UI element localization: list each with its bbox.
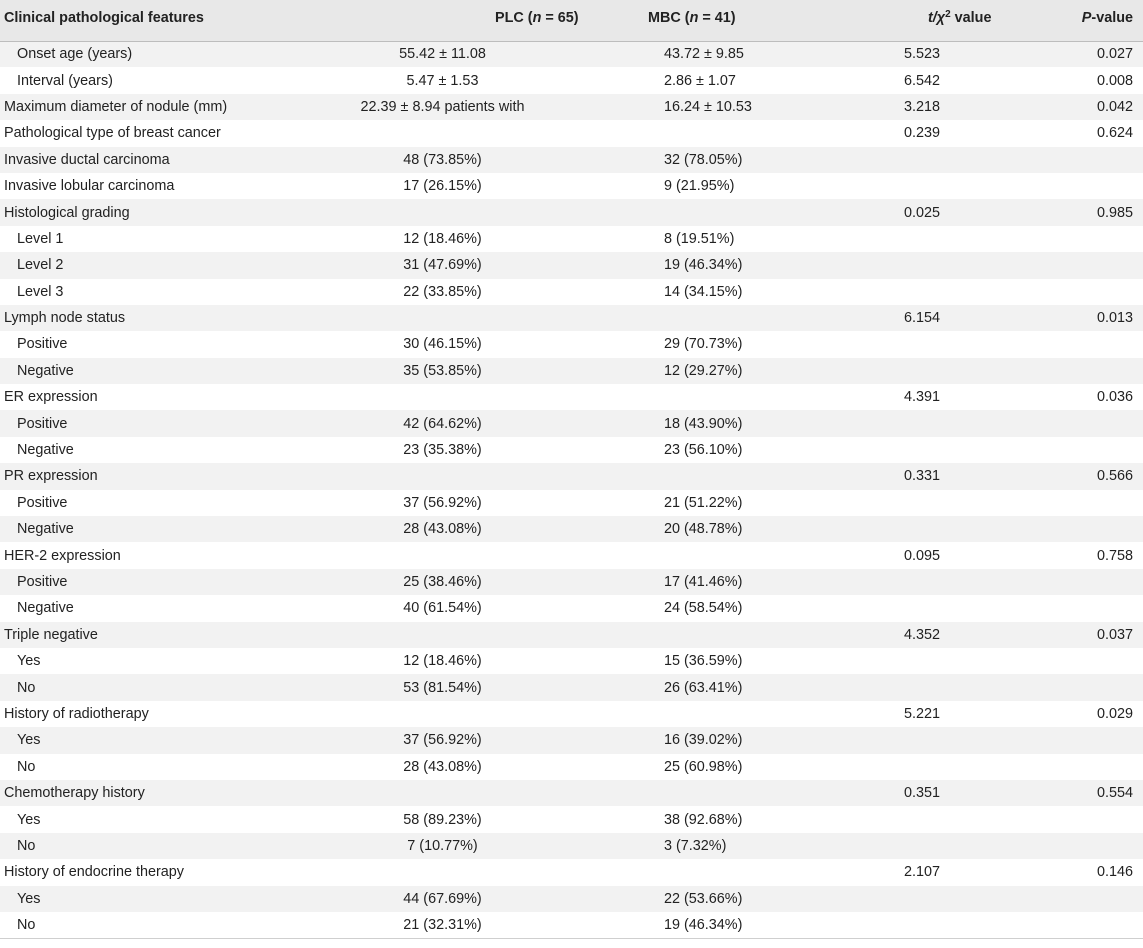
cell-pvalue — [1039, 410, 1143, 436]
cell-plc: 7 (10.77%) — [407, 837, 478, 854]
cell-plc: 40 (61.54%) — [403, 600, 482, 617]
cell-mbc: 43.72 ± 9.85 — [664, 46, 744, 63]
cell-plc — [335, 780, 635, 806]
cell-pvalue — [1039, 252, 1143, 278]
cell-plc: 12 (18.46%) — [403, 230, 482, 247]
cell-pvalue — [1039, 833, 1143, 859]
cell-pvalue — [1039, 490, 1143, 516]
cell-mbc: 38 (92.68%) — [664, 811, 743, 828]
cell-statistic — [815, 437, 1039, 463]
table-row — [0, 886, 1143, 912]
cell-plc: 42 (64.62%) — [403, 415, 482, 432]
cell-pvalue — [1039, 331, 1143, 357]
row-label: Yes — [17, 653, 41, 670]
table-row — [0, 648, 1143, 674]
cell-pvalue — [1039, 226, 1143, 252]
cell-pvalue — [1039, 727, 1143, 753]
cell-statistic: 0.095 — [904, 547, 941, 564]
table-row — [0, 674, 1143, 700]
row-label: Invasive ductal carcinoma — [4, 151, 170, 168]
table-row — [0, 199, 1143, 225]
cell-statistic — [815, 674, 1039, 700]
cell-pvalue — [1039, 674, 1143, 700]
cell-pvalue — [1039, 437, 1143, 463]
row-label: History of radiotherapy — [4, 705, 149, 722]
cell-plc: 48 (73.85%) — [403, 151, 482, 168]
header-plc-n: n — [532, 10, 542, 27]
cell-statistic: 5.523 — [904, 46, 941, 63]
cell-mbc: 16.24 ± 10.53 — [664, 98, 752, 115]
table-row — [0, 806, 1143, 832]
cell-mbc — [635, 622, 815, 648]
cell-pvalue: 0.146 — [1096, 864, 1133, 881]
cell-pvalue: 0.985 — [1096, 204, 1133, 221]
cell-mbc: 16 (39.02%) — [664, 732, 743, 749]
table-row — [0, 701, 1143, 727]
cell-mbc: 18 (43.90%) — [664, 415, 743, 432]
cell-statistic: 4.352 — [904, 626, 941, 643]
cell-plc — [335, 384, 635, 410]
row-label: HER-2 expression — [4, 547, 121, 564]
cell-plc — [335, 542, 635, 568]
header-feature — [0, 0, 335, 41]
cell-mbc: 22 (53.66%) — [664, 890, 743, 907]
cell-plc: 31 (47.69%) — [403, 257, 482, 274]
cell-plc: 23 (35.38%) — [403, 442, 482, 459]
header-mbc-suffix: = 41) — [698, 10, 736, 27]
cell-statistic — [815, 147, 1039, 173]
cell-pvalue: 0.624 — [1096, 125, 1133, 142]
cell-plc: 53 (81.54%) — [403, 679, 482, 696]
table-row — [0, 569, 1143, 595]
table-row — [0, 516, 1143, 542]
table-row — [0, 463, 1143, 489]
cell-plc — [335, 463, 635, 489]
cell-mbc — [635, 199, 815, 225]
cell-pvalue — [1039, 648, 1143, 674]
cell-mbc — [635, 701, 815, 727]
cell-pvalue: 0.566 — [1096, 468, 1133, 485]
cell-plc: 58 (89.23%) — [403, 811, 482, 828]
table-row — [0, 833, 1143, 859]
cell-statistic — [815, 410, 1039, 436]
header-stat-chi: /χ — [932, 10, 946, 27]
cell-mbc — [635, 542, 815, 568]
header-mbc-n: n — [689, 10, 699, 27]
cell-statistic — [815, 886, 1039, 912]
cell-pvalue — [1039, 912, 1143, 938]
header-stat-sup: 2 — [945, 9, 951, 21]
row-label: No — [0, 912, 335, 938]
row-label: ER expression — [4, 389, 98, 406]
cell-pvalue — [1039, 516, 1143, 542]
cell-plc: 22.39 ± 8.94 patients with — [360, 98, 525, 115]
cell-mbc — [635, 305, 815, 331]
table-row — [0, 41, 1143, 67]
cell-mbc: 3 (7.32%) — [664, 837, 727, 854]
row-label: Triple negative — [4, 626, 98, 643]
header-row — [0, 0, 1143, 41]
table-row — [0, 279, 1143, 305]
cell-mbc: 8 (19.51%) — [664, 230, 735, 247]
cell-pvalue — [1039, 279, 1143, 305]
row-label: Yes — [17, 890, 41, 907]
cell-statistic — [815, 516, 1039, 542]
row-label: Level 3 — [17, 283, 64, 300]
cell-plc — [335, 199, 635, 225]
row-label: Maximum diameter of nodule (mm) — [4, 98, 228, 115]
header-mbc — [635, 0, 815, 41]
header-plc — [335, 0, 635, 41]
table-row — [0, 226, 1143, 252]
table-row — [0, 410, 1143, 436]
table-row — [0, 384, 1143, 410]
table-row — [0, 437, 1143, 463]
cell-pvalue — [1039, 595, 1143, 621]
table-row — [0, 331, 1143, 357]
cell-statistic — [815, 358, 1039, 384]
row-label: No — [17, 758, 36, 775]
cell-plc — [335, 622, 635, 648]
cell-pvalue — [1039, 173, 1143, 199]
cell-plc: 28 (43.08%) — [403, 758, 482, 775]
cell-mbc: 24 (58.54%) — [664, 600, 743, 617]
row-label: Negative — [17, 600, 74, 617]
row-label: Positive — [17, 494, 68, 511]
cell-pvalue: 0.013 — [1096, 310, 1133, 327]
cell-statistic: 6.154 — [904, 310, 941, 327]
cell-statistic: 0.351 — [904, 785, 941, 802]
cell-pvalue — [1039, 886, 1143, 912]
cell-statistic: 3.218 — [904, 98, 941, 115]
row-label: Negative — [17, 442, 74, 459]
table-row — [0, 859, 1143, 885]
cell-statistic — [815, 279, 1039, 305]
cell-mbc: 21 (51.22%) — [664, 494, 743, 511]
cell-mbc: 19 (46.34%) — [635, 912, 815, 938]
row-label: Level 2 — [17, 257, 64, 274]
cell-pvalue: 0.027 — [1096, 46, 1133, 63]
table-row — [0, 542, 1143, 568]
cell-plc: 17 (26.15%) — [403, 178, 482, 195]
row-label: Chemotherapy history — [4, 785, 145, 802]
table-row — [0, 490, 1143, 516]
cell-statistic: 0.025 — [904, 204, 941, 221]
table-row — [0, 622, 1143, 648]
cell-pvalue — [1039, 569, 1143, 595]
table-body — [0, 41, 1143, 938]
table-row — [0, 780, 1143, 806]
cell-statistic — [815, 648, 1039, 674]
cell-mbc: 20 (48.78%) — [664, 521, 743, 538]
cell-statistic: 5.221 — [904, 705, 941, 722]
cell-statistic — [815, 912, 1039, 938]
cell-plc: 35 (53.85%) — [403, 362, 482, 379]
row-label: Lymph node status — [4, 310, 126, 327]
cell-plc: 28 (43.08%) — [403, 521, 482, 538]
table-row — [0, 173, 1143, 199]
row-label: Negative — [17, 362, 74, 379]
row-label: No — [17, 679, 36, 696]
cell-mbc: 26 (63.41%) — [664, 679, 743, 696]
cell-pvalue: 0.042 — [1096, 98, 1133, 115]
cell-plc: 25 (38.46%) — [403, 574, 482, 590]
cell-mbc — [635, 463, 815, 489]
cell-mbc — [635, 780, 815, 806]
cell-plc — [335, 120, 635, 146]
cell-statistic — [815, 331, 1039, 357]
header-plc-prefix: PLC ( — [495, 10, 533, 27]
cell-mbc: 15 (36.59%) — [664, 653, 743, 670]
header-pvalue — [1039, 0, 1143, 41]
header-feature-text: Clinical pathological features — [4, 10, 204, 27]
cell-mbc — [635, 859, 815, 885]
cell-pvalue: 0.554 — [1096, 785, 1133, 802]
header-stat-t: t — [928, 10, 933, 27]
table-row — [0, 94, 1143, 120]
table-row — [0, 754, 1143, 780]
table-row — [0, 252, 1143, 278]
cell-mbc — [635, 120, 815, 146]
cell-mbc: 23 (56.10%) — [664, 442, 743, 459]
cell-pvalue: 0.036 — [1096, 389, 1133, 406]
cell-statistic — [815, 833, 1039, 859]
cell-pvalue: 0.008 — [1096, 72, 1133, 89]
cell-statistic: 0.331 — [904, 468, 941, 485]
cell-pvalue: 0.758 — [1096, 547, 1133, 564]
table-row — [0, 305, 1143, 331]
table-row — [0, 120, 1143, 146]
row-label: PR expression — [4, 468, 98, 485]
row-label: Positive — [17, 574, 68, 590]
cell-plc: 55.42 ± 11.08 — [399, 46, 486, 63]
cell-mbc: 32 (78.05%) — [664, 151, 743, 168]
table-header — [0, 0, 1143, 41]
cell-pvalue — [1039, 358, 1143, 384]
cell-statistic: 4.391 — [904, 389, 941, 406]
cell-plc: 21 (32.31%) — [335, 912, 635, 938]
cell-mbc: 29 (70.73%) — [664, 336, 743, 353]
header-stat-suffix: value — [950, 10, 992, 27]
row-label: No — [17, 837, 36, 854]
cell-plc: 37 (56.92%) — [403, 732, 482, 749]
header-pvalue-suffix: -value — [1091, 10, 1133, 27]
cell-plc — [335, 701, 635, 727]
cell-mbc: 25 (60.98%) — [664, 758, 743, 775]
cell-statistic — [815, 252, 1039, 278]
cell-statistic — [815, 727, 1039, 753]
table-row — [0, 912, 1143, 938]
table-row — [0, 147, 1143, 173]
table-row — [0, 595, 1143, 621]
cell-pvalue — [1039, 147, 1143, 173]
cell-mbc: 17 (41.46%) — [664, 574, 743, 590]
row-label: Invasive lobular carcinoma — [4, 178, 175, 195]
header-stat — [815, 0, 1039, 41]
cell-plc: 12 (18.46%) — [403, 653, 482, 670]
cell-mbc: 14 (34.15%) — [664, 283, 743, 300]
row-label: Negative — [17, 521, 74, 538]
header-pvalue-p: P — [1081, 10, 1092, 27]
row-label: History of endocrine therapy — [4, 864, 184, 881]
cell-statistic: 2.107 — [904, 864, 941, 881]
cell-statistic: 6.542 — [904, 72, 941, 89]
cell-pvalue — [1039, 754, 1143, 780]
row-label: Positive — [17, 336, 68, 353]
cell-plc: 37 (56.92%) — [403, 494, 482, 511]
cell-mbc: 19 (46.34%) — [664, 257, 743, 274]
cell-mbc — [635, 384, 815, 410]
cell-statistic — [815, 754, 1039, 780]
cell-pvalue: 0.037 — [1096, 626, 1133, 643]
cell-plc — [335, 305, 635, 331]
cell-statistic — [815, 595, 1039, 621]
row-label: Yes — [17, 811, 41, 828]
header-plc-suffix: = 65) — [541, 10, 579, 27]
cell-plc: 44 (67.69%) — [403, 890, 482, 907]
cell-statistic: 0.239 — [904, 125, 941, 142]
cell-mbc: 9 (21.95%) — [664, 178, 735, 195]
cell-plc: 5.47 ± 1.53 — [406, 72, 479, 89]
cell-plc — [335, 859, 635, 885]
row-label: Level 1 — [17, 230, 64, 247]
row-label: Interval (years) — [17, 72, 113, 89]
table-row — [0, 358, 1143, 384]
cell-plc: 30 (46.15%) — [403, 336, 482, 353]
cell-statistic — [815, 226, 1039, 252]
cell-mbc: 12 (29.27%) — [664, 362, 743, 379]
row-label: Histological grading — [4, 204, 130, 221]
cell-statistic — [815, 569, 1039, 595]
table-row — [0, 67, 1143, 93]
cell-plc: 22 (33.85%) — [403, 283, 482, 300]
cell-pvalue — [1039, 806, 1143, 832]
cell-statistic — [815, 490, 1039, 516]
cell-statistic — [815, 806, 1039, 832]
table-row — [0, 727, 1143, 753]
row-label: Positive — [17, 415, 68, 432]
header-mbc-prefix: MBC ( — [648, 10, 690, 27]
cell-statistic — [815, 173, 1039, 199]
cell-mbc: 2.86 ± 1.07 — [664, 72, 736, 89]
cell-pvalue: 0.029 — [1096, 705, 1133, 722]
row-label: Pathological type of breast cancer — [4, 125, 221, 142]
row-label: Yes — [17, 732, 41, 749]
row-label: Onset age (years) — [17, 46, 133, 63]
